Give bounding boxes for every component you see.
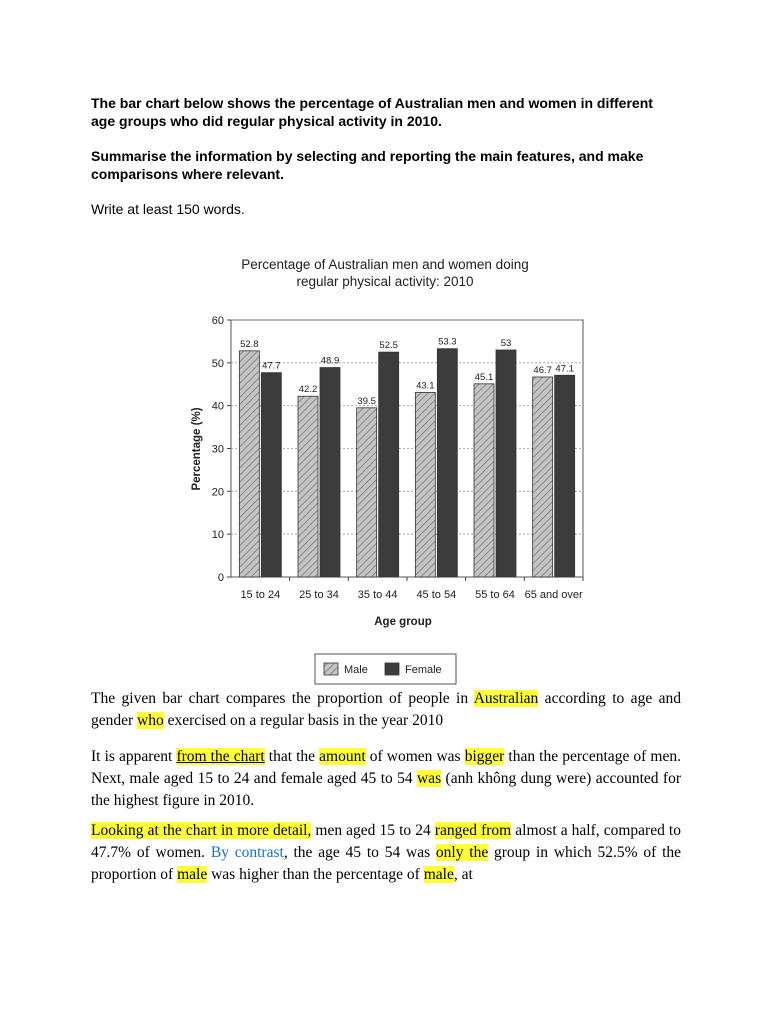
highlighted-text: Looking at the chart in more detail, xyxy=(91,822,312,839)
data-label: 53 xyxy=(500,337,512,349)
legend-swatch-male xyxy=(324,663,338,675)
highlighted-text: from the chart xyxy=(176,748,265,765)
bar-female-1 xyxy=(320,368,340,577)
x-tick-label: 45 to 54 xyxy=(416,589,457,601)
highlighted-text: male xyxy=(177,866,208,883)
data-label: 48.9 xyxy=(320,355,340,367)
data-label: 46.7 xyxy=(533,364,552,376)
essay-text: than the percentage of men. Next, male aged 15 to 24 and female aged 45 to 54 xyxy=(91,748,681,787)
y-axis-label: Percentage (%) xyxy=(191,407,203,491)
essay-paragraph-1 xyxy=(91,688,681,732)
data-label: 39.5 xyxy=(357,395,376,407)
y-tick-label: 60 xyxy=(211,315,224,327)
legend-label-male: Male xyxy=(344,664,368,676)
word-count-instruction: Write at least 150 words. xyxy=(91,201,245,217)
y-tick-label: 50 xyxy=(211,357,224,370)
essay-text: of women was xyxy=(365,748,465,765)
bar-male-0 xyxy=(239,351,259,577)
highlighted-text: amount xyxy=(319,748,366,765)
y-tick-label: 30 xyxy=(211,443,224,456)
x-tick-label: 55 to 64 xyxy=(475,589,515,601)
highlighted-text: bigger xyxy=(464,748,505,765)
data-label: 52.8 xyxy=(240,338,259,350)
y-tick-label: 10 xyxy=(211,529,224,542)
essay-paragraph-3 xyxy=(91,820,681,886)
y-tick-label: 0 xyxy=(217,572,224,584)
essay-paragraph-2 xyxy=(91,746,681,812)
essay-text: exercised on a regular basis in the year 2010 xyxy=(163,712,444,729)
legend-swatch-female xyxy=(385,663,399,675)
x-tick-label: 35 to 44 xyxy=(357,589,398,601)
bar-female-4 xyxy=(496,350,516,577)
data-label: 42.2 xyxy=(298,384,318,396)
essay-text: was higher than the percentage of xyxy=(207,866,424,883)
essay-text: group in which 52.5% of the proportion of xyxy=(91,844,682,883)
essay-text: , the age 45 to 54 was xyxy=(283,844,436,861)
chart-title: Percentage of Australian men and women doing xyxy=(241,257,529,272)
data-label: 45.1 xyxy=(474,371,494,383)
highlighted-text: ranged from xyxy=(434,822,512,839)
bar-male-1 xyxy=(298,396,318,577)
legend-label-female: Female xyxy=(405,664,442,676)
data-label: 43.1 xyxy=(416,380,435,392)
data-label: 47.1 xyxy=(555,363,574,375)
highlighted-text: male xyxy=(423,866,454,883)
bar-male-2 xyxy=(357,408,377,577)
data-label: 52.5 xyxy=(379,340,398,352)
x-tick-label: 15 to 24 xyxy=(240,589,281,601)
essay-text: that the xyxy=(264,748,320,765)
x-tick-label: 65 and over xyxy=(524,589,583,601)
highlighted-text: only the xyxy=(435,844,489,861)
bar-male-5 xyxy=(533,377,553,577)
blue-text: By contrast xyxy=(210,844,284,861)
y-tick-label: 40 xyxy=(211,400,224,413)
highlighted-text: Australian xyxy=(473,690,539,707)
bar-male-3 xyxy=(415,392,435,577)
essay-text: It is apparent xyxy=(91,748,177,765)
bar-female-3 xyxy=(437,349,457,577)
y-tick-label: 20 xyxy=(211,486,224,499)
essay-text: , at xyxy=(453,866,473,883)
bar-female-5 xyxy=(555,375,575,577)
chart-subtitle: regular physical activity: 2010 xyxy=(296,274,474,289)
essay-text: The given bar chart compares the proportion of people in xyxy=(91,690,474,707)
data-label: 53.3 xyxy=(438,336,457,348)
essay-text: according to age and gender xyxy=(91,690,681,729)
x-axis-label: Age group xyxy=(374,616,432,628)
data-label: 47.7 xyxy=(262,360,281,372)
task-description: The bar chart below shows the percentage of Australian men and women in different age groups who did regular physical activity in 2010. xyxy=(91,95,653,129)
highlighted-text: was xyxy=(417,770,442,787)
bar-male-4 xyxy=(474,384,494,577)
bar-female-2 xyxy=(379,352,399,577)
essay-text: (anh không dung were) accounted for the highest figure in 2010. xyxy=(91,770,681,809)
essay-text: men aged 15 to 24 xyxy=(311,822,435,839)
highlighted-text: who xyxy=(137,712,164,729)
bar-female-0 xyxy=(261,373,281,577)
x-tick-label: 25 to 34 xyxy=(299,589,339,601)
task-instruction: Summarise the information by selecting and reporting the main features, and make comparisons where relevant. xyxy=(91,148,644,182)
essay-text: almost a half, compared to 47.7% of women. xyxy=(91,822,681,861)
